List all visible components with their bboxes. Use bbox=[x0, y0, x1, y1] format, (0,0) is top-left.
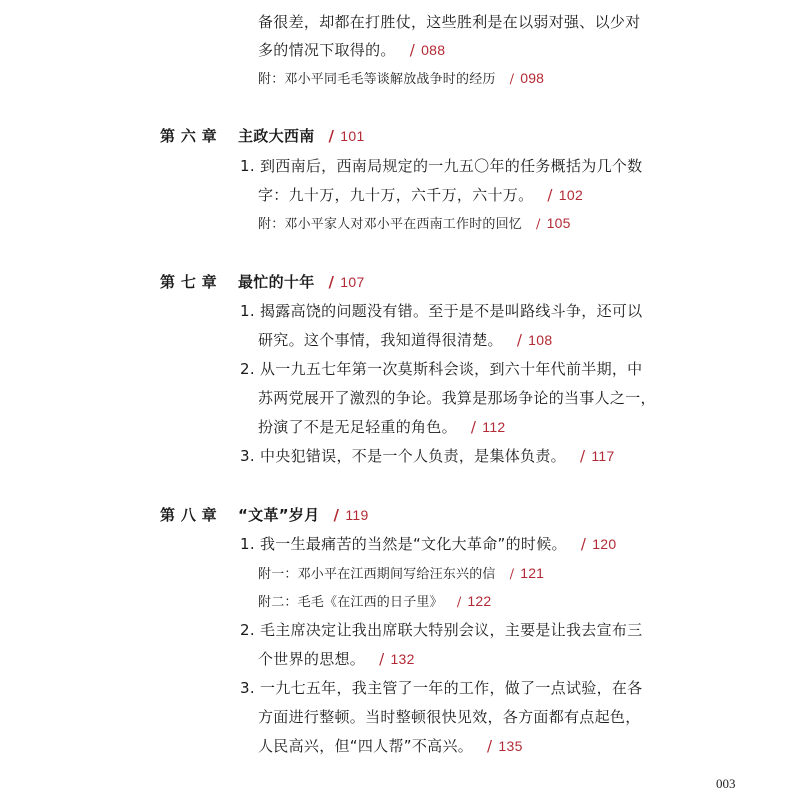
page-separator: / bbox=[470, 418, 477, 436]
page-separator: / bbox=[379, 650, 385, 668]
appendix-entry bbox=[258, 213, 571, 235]
page-reference: 119 bbox=[345, 507, 369, 523]
chapter-title: 主政大西南 bbox=[238, 127, 315, 145]
chapter-heading bbox=[160, 126, 365, 146]
page-reference: 098 bbox=[520, 70, 545, 86]
page-separator: / bbox=[328, 273, 335, 291]
page-separator: / bbox=[509, 72, 515, 87]
page-reference: 120 bbox=[592, 536, 617, 552]
entry-text: 研究。这个事情，我知道得很清楚。 bbox=[258, 331, 503, 349]
toc-entry-line bbox=[258, 330, 552, 350]
page-reference: 132 bbox=[390, 651, 415, 667]
entry-text: 2. 毛主席决定让我出席联大特别会议，主要是让我去宣布三 bbox=[240, 621, 643, 639]
toc-entry-line bbox=[240, 301, 642, 321]
page-reference: 135 bbox=[498, 738, 523, 754]
page-separator: / bbox=[516, 331, 523, 349]
chapter-title: “文革”岁月 bbox=[238, 506, 320, 524]
entry-text: 个世界的思想。 bbox=[258, 650, 366, 668]
chapter-heading bbox=[160, 272, 365, 292]
entry-text: 字：九十万，九十万，六千万，六十万。 bbox=[258, 186, 534, 204]
page-reference: 107 bbox=[340, 274, 365, 290]
page-reference: 108 bbox=[528, 332, 553, 348]
page-separator: / bbox=[487, 737, 493, 755]
page-separator: / bbox=[333, 506, 340, 524]
entry-text: 方面进行整顿。当时整顿很快见效，各方面都有点起色， bbox=[258, 708, 641, 726]
page-number: 003 bbox=[716, 776, 736, 791]
toc-entry-line bbox=[240, 156, 642, 176]
page-reference: 112 bbox=[482, 419, 506, 435]
toc-entry-line bbox=[258, 736, 523, 756]
page-separator: / bbox=[580, 535, 587, 553]
appendix-entry bbox=[258, 68, 544, 90]
toc-entry-line bbox=[258, 649, 415, 669]
toc-entry-line bbox=[240, 446, 615, 466]
entry-text: 1. 到西南后，西南局规定的一九五〇年的任务概括为几个数 bbox=[240, 157, 643, 175]
toc-entry-line bbox=[258, 417, 506, 437]
page-separator: / bbox=[328, 127, 335, 145]
page-reference: 101 bbox=[340, 128, 365, 144]
toc-entry-line bbox=[240, 359, 642, 379]
entry-text: 1. 我一生最痛苦的当然是“文化大革命”的时候。 bbox=[240, 535, 567, 553]
toc-entry-line bbox=[258, 388, 656, 408]
entry-text: 3. 一九七五年，我主管了一年的工作，做了一点试验，在各 bbox=[240, 679, 643, 697]
chapter-title: 最忙的十年 bbox=[238, 273, 315, 291]
chapter-number: 第 六 章 bbox=[160, 127, 217, 145]
page-reference: 102 bbox=[558, 187, 584, 203]
toc-entry-line bbox=[258, 707, 641, 727]
page-reference: 121 bbox=[520, 565, 545, 581]
toc-entry-line bbox=[258, 185, 583, 205]
entry-text: 扮演了不是无足轻重的角色。 bbox=[258, 418, 457, 436]
page-separator: / bbox=[579, 447, 586, 465]
page-separator: / bbox=[536, 217, 541, 232]
page-separator: / bbox=[456, 595, 462, 610]
page-separator: / bbox=[409, 41, 416, 59]
entry-text: 附：邓小平同毛毛等谈解放战争时的经历 bbox=[258, 72, 496, 87]
entry-text: 多的情况下取得的。 bbox=[258, 41, 396, 59]
page-separator: / bbox=[509, 567, 515, 582]
entry-text: 附：邓小平家人对邓小平在西南工作时的回忆 bbox=[258, 217, 523, 232]
entry-text: 人民高兴，但“四人帮”不高兴。 bbox=[258, 737, 474, 755]
toc-entry-line bbox=[240, 678, 642, 698]
entry-text: 备很差，却都在打胜仗，这些胜利是在以弱对强、以少对 bbox=[258, 13, 641, 31]
toc-entry-line bbox=[258, 12, 641, 32]
page-reference: 122 bbox=[467, 593, 492, 609]
appendix-entry bbox=[258, 563, 544, 585]
toc-entry-line bbox=[258, 40, 445, 60]
entry-text: 3. 中央犯错误，不是一个人负责，是集体负责。 bbox=[240, 447, 566, 465]
chapter-heading bbox=[160, 505, 369, 525]
page-reference: 088 bbox=[421, 42, 446, 58]
entry-text: 附二：毛毛《在江西的日子里》 bbox=[258, 595, 443, 610]
entry-text: 1. 揭露高饶的问题没有错。至于是不是叫路线斗争，还可以 bbox=[240, 302, 643, 320]
entry-text: 附一：邓小平在江西期间写给汪东兴的信 bbox=[258, 567, 496, 582]
entry-text: 苏两党展开了激烈的争论。我算是那场争论的当事人之一， bbox=[258, 389, 656, 407]
page-separator: / bbox=[547, 186, 553, 204]
page-reference: 105 bbox=[546, 215, 571, 231]
chapter-number: 第 八 章 bbox=[160, 506, 217, 524]
chapter-number: 第 七 章 bbox=[160, 273, 217, 291]
page-reference: 117 bbox=[591, 448, 615, 464]
toc-entry-line bbox=[240, 620, 642, 640]
entry-text: 2. 从一九五七年第一次莫斯科会谈，到六十年代前半期，中 bbox=[240, 360, 643, 378]
appendix-entry bbox=[258, 591, 491, 613]
toc-entry-line bbox=[240, 534, 616, 554]
